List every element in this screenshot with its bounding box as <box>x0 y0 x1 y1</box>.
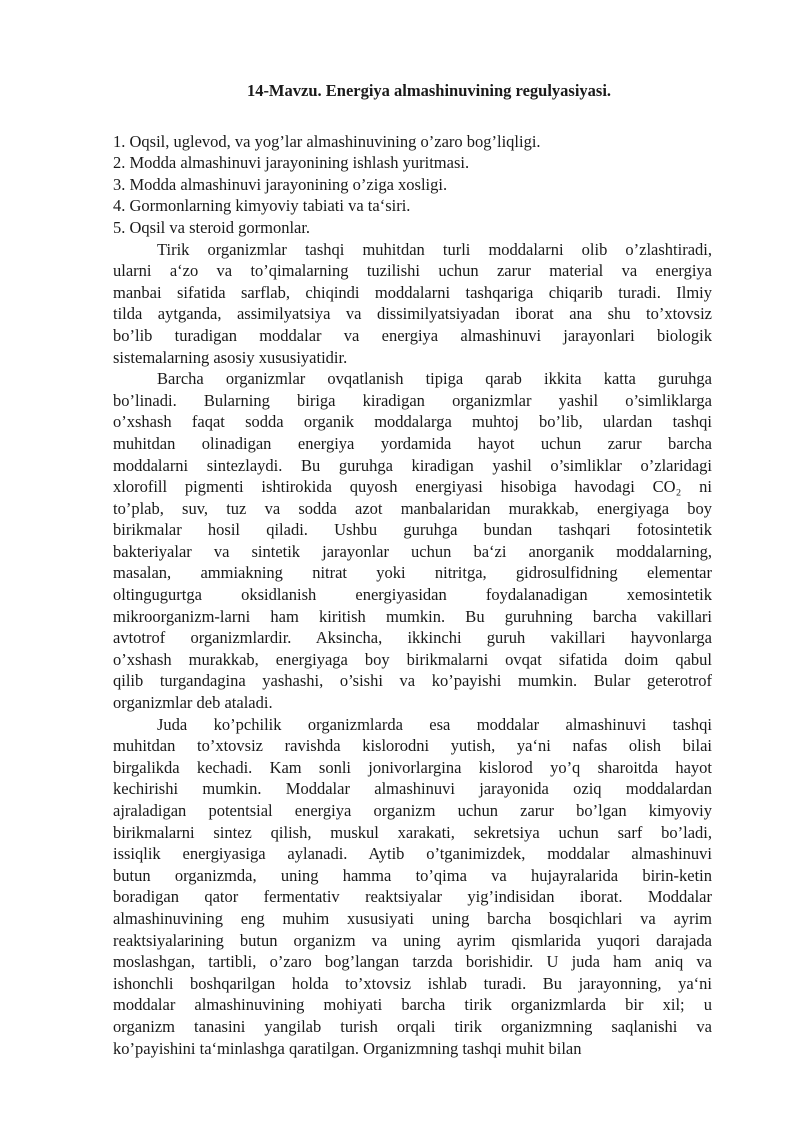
text-line: reaktsiyalarining butun organizm va uning ayrim qismlarida yuqori darajada <box>113 930 712 950</box>
text-line: manbai sifatida sarflab, chiqindi moddalarni tashqariga chiqarib turadi. Ilmiy <box>113 282 712 302</box>
text-line: moddalar almashinuvining mohiyati barcha tirik organizmlarda bir xil; u <box>113 995 712 1015</box>
text-line: moslashgan, tartibli, o’zaro bog’langan tarzda borishidir. U juda ham aniq va <box>113 952 712 972</box>
text-line: organizm tanasini yangilab turish orqali tirik organizmning saqlanishi va <box>113 1016 712 1036</box>
text-line: to’plab, suv, tuz va sodda azot manbalaridan murakkab, energiyaga boy <box>113 498 712 518</box>
text-line: Barcha organizmlar ovqatlanish tipiga qarab ikkita katta guruhga <box>157 369 712 389</box>
text-line: avtotrof organizmlardir. Aksincha, ikkinchi guruh vakillari hayvonlarga <box>113 628 712 648</box>
list-item: 3. Modda almashinuvi jarayonining o’ziga xosligi. <box>113 174 448 194</box>
list-item: 2. Modda almashinuvi jarayonining ishlash yuritmasi. <box>113 153 470 173</box>
text-line: birikmalar hosil qiladi. Ushbu guruhga bundan tashqari fotosintetik <box>113 520 712 540</box>
text-line: muhitdan to’xtovsiz ravishda kislorodni yutish, ya‘ni nafas olish bilai <box>113 736 712 756</box>
paragraph <box>113 714 712 1060</box>
document-body <box>113 239 712 1060</box>
list-item: 4. Gormonlarning kimyoviy tabiati va ta‘siri. <box>113 196 411 216</box>
text-line: ko’payishini ta‘minlashga qaratilgan. Organizmning tashqi muhit bilan <box>113 1038 582 1058</box>
text-line: butun organizmda, uning hamma to’qima va hujayralarida birin-ketin <box>113 865 712 885</box>
text-line: issiqlik energiyasiga aylanadi. Aytib o’tganimizdek, moddalar almashinuvi <box>113 844 712 864</box>
text-line: boradigan qator fermentativ reaktsiyalar yig’indisidan iborat. Moddalar <box>113 887 712 907</box>
text-line: birikmalarni sintez qilish, muskul xarakati, sekretsiya uchun sarf bo’ladi, <box>113 822 712 842</box>
text-line: ularni a‘zo va to’qimalarning tuzilishi uchun zarur material va energiya <box>113 261 712 281</box>
text-line: qilib turgandagina yashashi, o’sishi va ko’payishi mumkin. Bular geterotrof <box>113 671 712 691</box>
text-line: bo’lib turadigan moddalar va energiya almashinuvi jarayonlari biologik <box>113 325 712 345</box>
text-line: ishonchli boshqarilgan holda to’xtovsiz ishlab turadi. Bu jarayonning, ya‘ni <box>113 973 712 993</box>
text-line: birgalikda kechadi. Kam sonli jonivorlargina kislorod yo’q sharoitda hayot <box>113 757 712 777</box>
text-line: masalan, ammiakning nitrat yoki nitritga, gidrosulfidning elementar <box>113 563 712 583</box>
paragraph <box>113 239 712 369</box>
text-line: organizmlar deb ataladi. <box>113 693 273 713</box>
text-line: moddalarni sintezlaydi. Bu guruhga kiradigan yashil o’simliklar o’zlaridagi <box>113 455 712 475</box>
text-line: mikroorganizm-larni ham kiritish mumkin. Bu guruhning barcha vakillari <box>113 606 712 626</box>
text-line: kechirishi mumkin. Moddalar almashinuvi jarayonida oziq moddalardan <box>113 779 712 799</box>
text-line: bo’linadi. Bularning biriga kiradigan organizmlar yashil o’simliklarga <box>113 390 712 410</box>
text-line: xlorofill pigmenti ishtirokida quyosh energiyasi hisobiga havodagi CO₂ ni <box>113 477 712 497</box>
text-line: sistemalarning asosiy xususiyatidir. <box>113 347 348 367</box>
text-line: o’xshash faqat sodda organik moddalarga muhtoj bo’lib, ulardan tashqi <box>113 412 712 432</box>
text-line: ajraladigan potentsial energiya organizm uchun zarur bo’lgan kimyoviy <box>113 801 712 820</box>
text-line: o’xshash murakkab, energiyaga boy birikmalarni ovqat sifatida doim qabul <box>113 649 712 669</box>
text-line: oltingugurtga oksidlanish energiyasidan foydalanadigan xemosintetik <box>113 585 712 605</box>
topic-list <box>113 131 712 239</box>
text-line: Tirik organizmlar tashqi muhitdan turli moddalarni olib o’zlashtiradi, <box>157 239 712 259</box>
text-line: muhitdan olinadigan energiya yordamida hayot uchun zarur barcha <box>113 433 712 453</box>
paragraph <box>113 368 712 714</box>
text-line: bakteriyalar va sintetik jarayonlar uchun ba‘zi anorganik moddalarning, <box>113 541 712 561</box>
text-line: almashinuvining eng muhim xususiyati uning barcha bosqichlari va ayrim <box>113 908 712 928</box>
list-item: 1. Oqsil, uglevod, va yog’lar almashinuvining o’zaro bog’liqligi. <box>113 131 541 151</box>
document-title: 14-Mavzu. Energiya almashinuvining regulyasiyasi. <box>246 81 612 100</box>
text-line: tilda aytganda, assimilyatsiya va dissimilyatsiyadan iborat ana shu to’xtovsiz <box>113 304 712 324</box>
list-item: 5. Oqsil va steroid gormonlar. <box>113 217 311 237</box>
text-line: Juda ko’pchilik organizmlarda esa moddalar almashinuvi tashqi <box>157 714 712 734</box>
